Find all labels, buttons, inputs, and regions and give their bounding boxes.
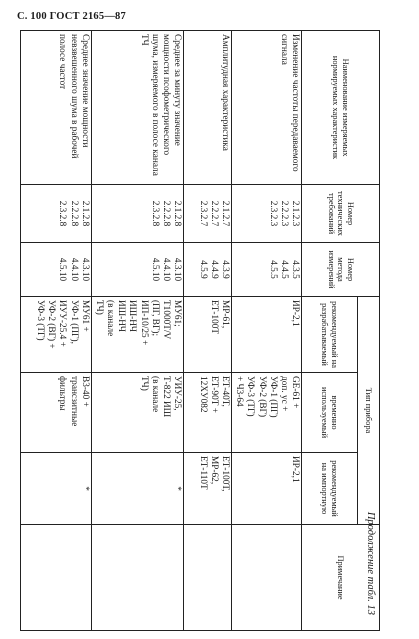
header-note: Примечание <box>302 525 380 631</box>
cell-recommended: МУ61; Т1000Т/V (ПГ, ВГ); ИП-10/25 + ИШ-НЧ ИШ-НЧ (в канале ТЧ) <box>91 297 183 373</box>
cell-recommended: ИР-2,1 <box>232 297 302 373</box>
page-header: С. 100 ГОСТ 2165—87 <box>17 11 126 22</box>
cell-characteristic: Среднее за минуту значение мощности псофометрического шума, измеряемого в полосе канала ТЧ <box>91 31 183 185</box>
cell-methods: 4.3.10 4.4.10 4.5.10 <box>91 243 183 297</box>
cell-requirements: 2.1.2.8 2.2.2.8 2.3.2.8 <box>91 185 183 243</box>
cell-requirements: 2.1.2.7 2.2.2.7 2.3.2.7 <box>184 185 232 243</box>
header-recommended-imported: рекомендуемый на импортную <box>302 453 358 525</box>
cell-imported: ЕТ-100Т, МР-62, ЕТ-110Т <box>184 453 232 525</box>
header-recommended-developed: рекомендуемый на разрабатываемый <box>302 297 358 373</box>
table-row <box>91 31 183 631</box>
cell-characteristic: Амплитудная характеристика <box>184 31 232 185</box>
cell-temporary: УИУ-25, Т-822 ИШ (в канале ТЧ) <box>91 373 183 453</box>
cell-note <box>91 525 183 631</box>
table-continuation-note: Продолжение табл. 13 <box>365 511 376 615</box>
header-method-number: Номер метода измерений <box>302 243 380 297</box>
cell-temporary: В3-40 + трансзитные фильтры <box>20 373 91 453</box>
cell-imported: * <box>91 453 183 525</box>
cell-note <box>232 525 302 631</box>
measurement-table <box>20 30 380 631</box>
cell-note <box>20 525 91 631</box>
cell-temporary: GE-61 + доп. ус + УФ-1 (ПГ) УФ-2 (ВГ) УФ-3 (ТГ) + Ч3-64 <box>232 373 302 453</box>
header-temporarily-used: временно используемый <box>302 373 358 453</box>
header-requirement-number: Номер технических требований <box>302 185 380 243</box>
cell-imported: ИР-2,1 <box>232 453 302 525</box>
cell-requirements: 2.1.2.8 2.2.2.8 2.3.2.8 <box>20 185 91 243</box>
cell-methods: 4.3.5 4.4.5 4.5.5 <box>232 243 302 297</box>
table-row <box>184 31 232 631</box>
cell-temporary: ЕТ-40Т, ЕТ-90Т + 12ХУ082 <box>184 373 232 453</box>
table-row <box>232 31 302 631</box>
header-device-type: Тип прибора <box>358 297 380 525</box>
cell-note <box>184 525 232 631</box>
cell-characteristic: Среднее значение мощности невзвешенного шума в рабочей полосе частот <box>20 31 91 185</box>
cell-imported: * <box>20 453 91 525</box>
cell-recommended: МУ61 + УФ-1 (ПГ), ИУУ-25.4 + УФ-2 (ВГ) + УФ-3 (ТГ) <box>20 297 91 373</box>
cell-methods: 4.3.10 4.4.10 4.5.10 <box>20 243 91 297</box>
cell-requirements: 2.1.2.3 2.2.2.3 2.3.2.3 <box>232 185 302 243</box>
table-row <box>20 31 91 631</box>
cell-recommended: МР-61, ЕТ-100Т <box>184 297 232 373</box>
cell-characteristic: Изменение частоты передаваемого сигнала <box>232 31 302 185</box>
header-characteristic: Наименование измеряемых нормируемых характеристик <box>302 31 380 185</box>
cell-methods: 4.3.9 4.4.9 4.5.9 <box>184 243 232 297</box>
table-rotated-wrapper <box>35 30 380 630</box>
